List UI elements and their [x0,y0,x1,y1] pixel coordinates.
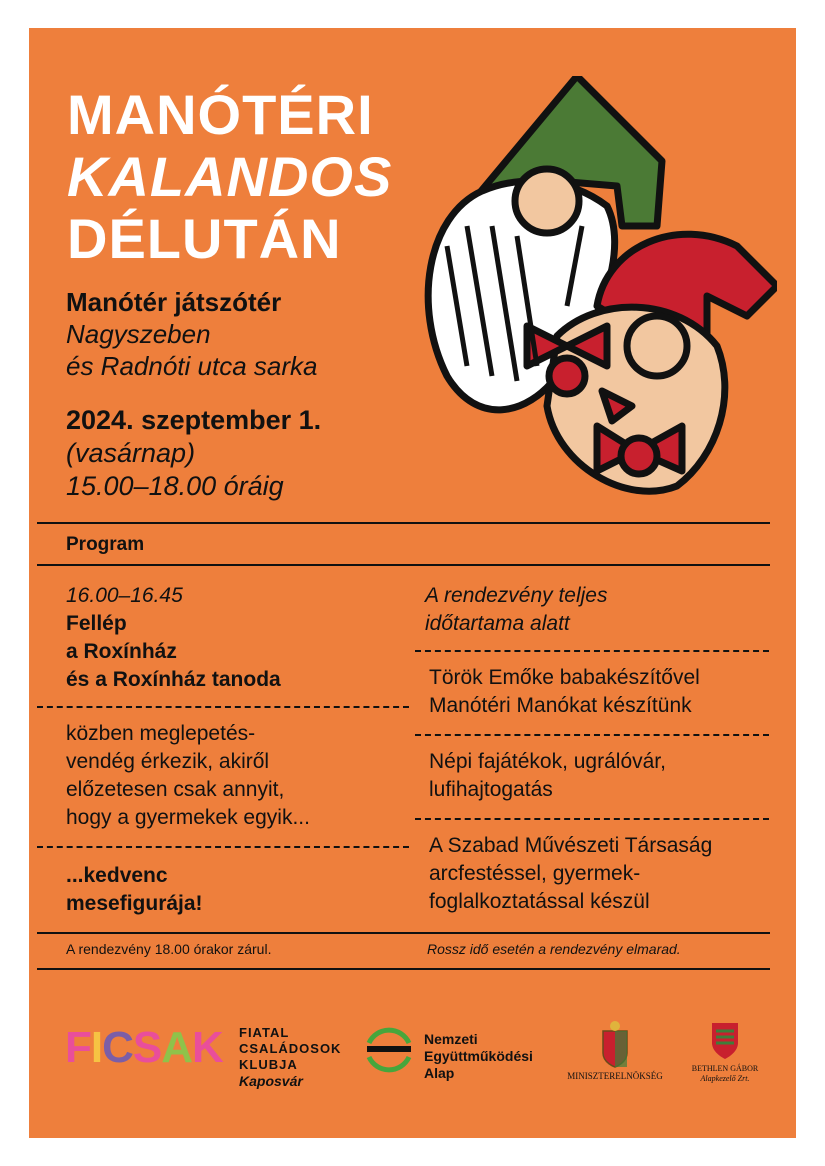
performance-line-3: és a Roxínház tanoda [66,668,281,691]
dashed-divider [415,818,769,820]
coat-of-arms-icon [600,1019,630,1069]
bethlen-subtitle: Alapkezelő Zrt. [700,1074,750,1083]
surprise-line-4: hogy a gyermekek egyik... [66,806,310,829]
dashed-divider [37,706,409,708]
program-left-column [66,582,281,694]
poster [29,28,796,1138]
ficsak-letter: F [65,1023,91,1072]
dashed-divider [37,846,409,848]
nea-line-1: Nemzeti [424,1031,478,1047]
program-right-column [425,582,608,638]
ficsak-letter: C [102,1023,133,1072]
surprise-line-3: előzetesen csak annyit, [66,778,285,801]
closing-time-note: A rendezvény 18.00 órakor zárul. [66,941,272,957]
venue-line-3: és Radnóti utca sarka [66,351,318,381]
performance-time: 16.00–16.45 [66,584,183,607]
divider-line [37,932,770,934]
ficsak-letter: A [161,1023,193,1072]
back-gnome-nose [515,169,579,233]
venue-name: Manótér játszótér [66,287,282,317]
divider-line [37,968,770,970]
title-line-1: MANÓTÉRI [67,83,374,146]
ministry-logo [565,1019,665,1081]
item2-line-2: lufihajtogatás [429,778,553,801]
club-line-3: KLUBJA [239,1057,298,1072]
weather-note: Rossz idő esetén a rendezvény elmarad. [427,941,681,957]
club-line-4: Kaposvár [239,1073,303,1089]
upper-bow-knot [549,358,585,394]
dashed-divider [415,734,769,736]
item3-line-3: foglalkoztatással készül [429,890,650,913]
club-logo-text [239,1025,341,1089]
event-day: (vasárnap) [66,438,196,468]
gnome-illustration [407,76,777,496]
right-intro-1: A rendezvény teljes [425,584,608,607]
dashed-divider [415,650,769,652]
program-heading: Program [66,534,145,555]
event-date: 2024. szeptember 1. [66,405,322,435]
lower-bow-knot [621,438,657,474]
title-line-3: DÉLUTÁN [67,207,342,270]
item1-line-1: Török Emőke babakészítővel [429,666,700,689]
item3-line-2: arcfestéssel, gyermek- [429,862,641,885]
bethlen-shield-icon [710,1019,740,1061]
sponsor-logos [29,1013,796,1123]
divider-line [37,522,770,524]
club-line-1: FIATAL [239,1025,290,1040]
ending-line-2: mesefigurája! [66,892,203,915]
venue-line-2: Nagyszeben [66,319,211,349]
nea-line-2: Együttműködési [424,1048,533,1064]
title-line-2: KALANDOS [67,145,393,208]
surprise-line-1: közben meglepetés- [66,722,256,745]
ending-line-1: ...kedvenc [66,864,168,887]
ficsak-letter: S [132,1023,162,1072]
ficsak-letter: K [192,1023,223,1072]
nea-logo-icon [361,1021,417,1077]
item2-line-1: Népi fajátékok, ugrálóvár, [429,750,666,773]
event-time: 15.00–18.00 óráig [66,471,284,501]
glasses-lens [627,316,687,376]
right-intro-2: időtartama alatt [425,612,570,635]
nea-line-3: Alap [424,1065,455,1081]
ministry-name: MINISZTERELNÖKSÉG [567,1071,663,1081]
surprise-line-2: vendég érkezik, akiről [66,750,270,773]
program-item-doll-making [429,664,700,720]
divider-line [37,564,770,566]
performance-line-1: Fellép [66,612,127,635]
club-line-2: CSALÁDOSOK [239,1041,342,1056]
bethlen-logo [685,1019,765,1084]
item3-line-1: A Szabad Művészeti Társaság [429,834,713,857]
program-item-games [429,748,666,804]
ficsak-letter: I [90,1023,103,1072]
date-block [66,404,321,503]
program-item-face-painting [429,832,712,916]
poster-title [67,84,392,270]
bethlen-name: BETHLEN GÁBOR [691,1064,759,1073]
surprise-ending [66,862,203,918]
surprise-text [66,720,310,832]
item1-line-2: Manótéri Manókat készítünk [429,694,692,717]
nea-logo-text [424,1031,533,1082]
venue-block [66,286,317,382]
ficsak-logo [65,1023,223,1073]
performance-line-2: a Roxínház [66,640,177,663]
